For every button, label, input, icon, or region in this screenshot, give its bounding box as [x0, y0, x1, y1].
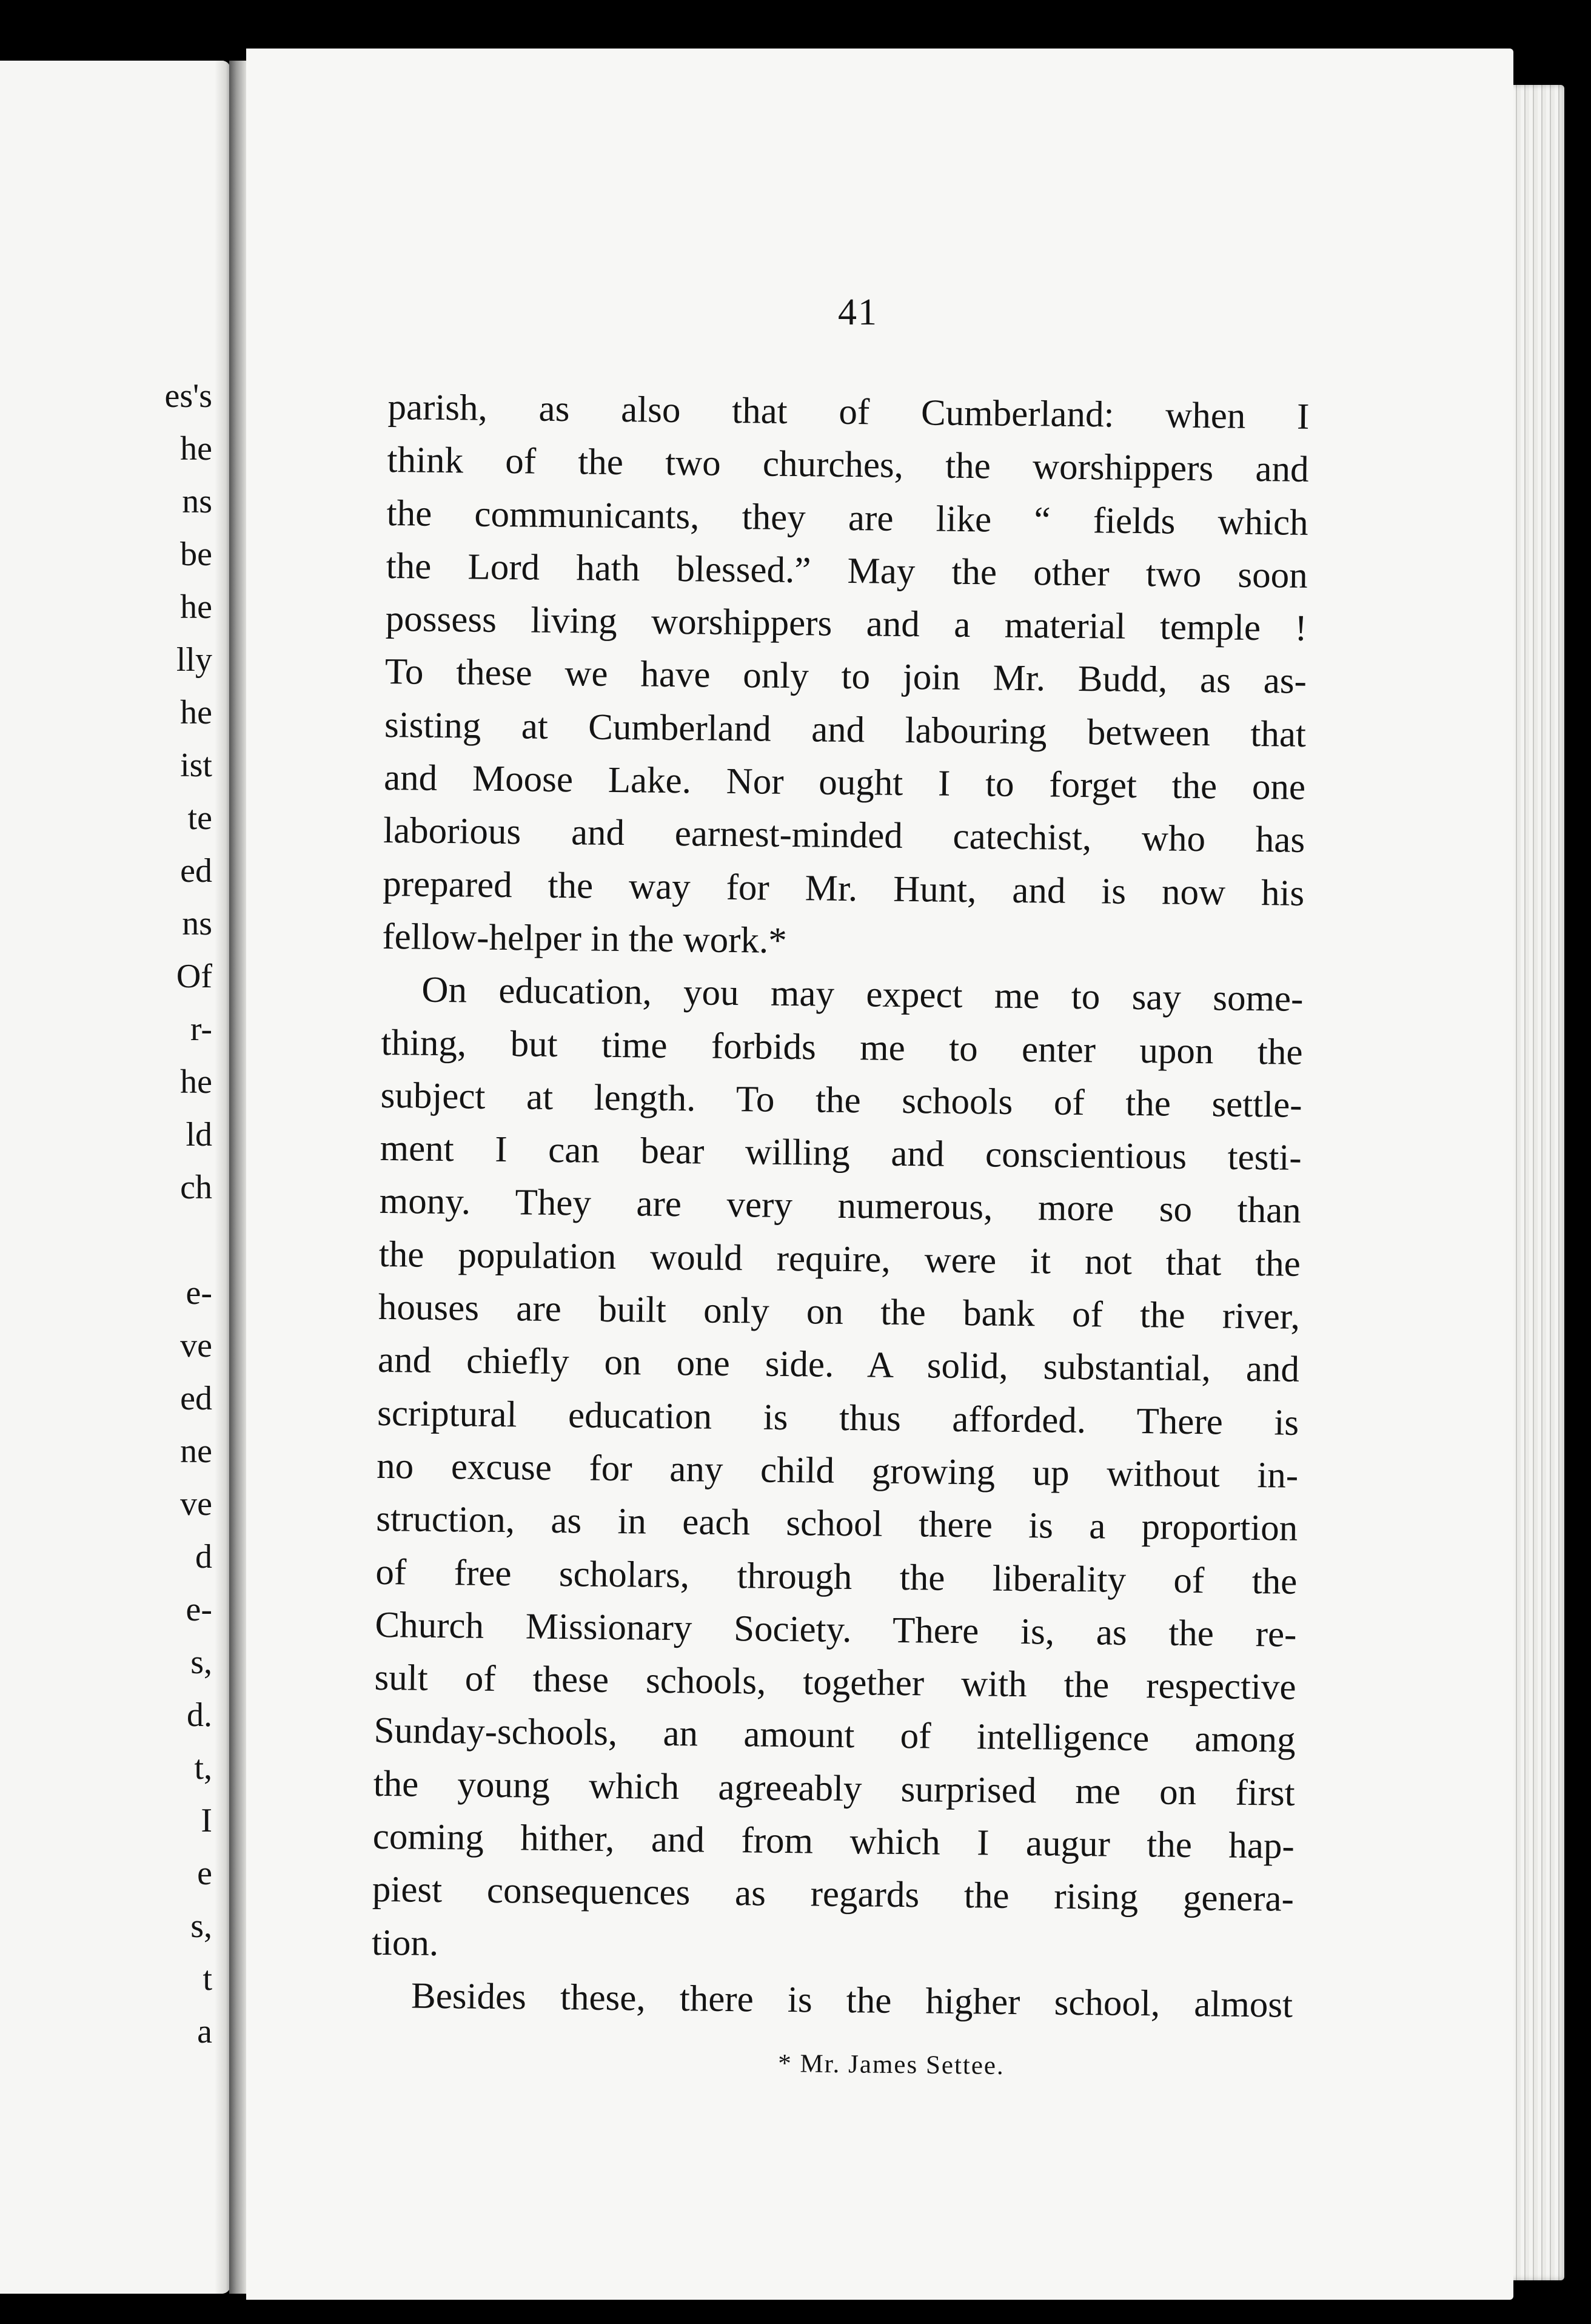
left-fragment: ed: [180, 852, 212, 890]
text-line: and chiefly on one side. A solid, substantial, and: [377, 1340, 1300, 1391]
left-fragment: ve: [180, 1485, 212, 1523]
text-line: think of the two churches, the worshippers and: [387, 440, 1309, 491]
text-line: piest consequences as regards the rising genera-: [372, 1869, 1295, 1920]
left-fragment: t,: [194, 1749, 212, 1787]
left-fragment: r-: [190, 1010, 212, 1048]
body-text: [371, 381, 1310, 2032]
text-line: sisting at Cumberland and labouring between that: [384, 704, 1307, 755]
left-fragment: [164, 1214, 212, 1267]
left-fragment: ns: [182, 905, 212, 942]
left-fragment: es's: [164, 377, 212, 415]
left-fragment: Of: [176, 958, 212, 995]
left-fragment: he: [180, 430, 212, 468]
left-fragment: d.: [187, 1696, 212, 1734]
left-fragment: he: [180, 694, 212, 731]
left-fragment: t: [203, 1960, 212, 1998]
page-number: 41: [838, 292, 878, 333]
text-line: the Lord hath blessed.” May the other two soon: [386, 545, 1308, 596]
left-fragment: e-: [186, 1591, 212, 1628]
left-fragment: te: [187, 799, 212, 837]
footnote: * Mr. James Settee.: [777, 2049, 1005, 2080]
left-fragment: ve: [180, 1327, 212, 1365]
left-fragment: ch: [180, 1169, 212, 1206]
text-line: subject at length. To the schools of the settle-: [380, 1075, 1302, 1126]
left-fragment: ist: [180, 747, 212, 784]
left-fragment: he: [180, 1063, 212, 1101]
text-line: fellow-helper in the work.*: [382, 916, 788, 961]
left-fragment: lly: [176, 641, 212, 679]
text-line: On education, you may expect me to say some-: [421, 969, 1304, 1020]
text-line: the communicants, they are like “ fields which: [386, 492, 1308, 543]
text-line: ment I can bear willing and conscientious testi-: [380, 1128, 1302, 1179]
text-line: coming hither, and from which I augur the hap-: [372, 1816, 1295, 1867]
left-fragment: ns: [182, 483, 212, 520]
text-line: Sunday-schools, an amount of intelligence among: [373, 1710, 1296, 1761]
text-line: houses are built only on the bank of the river,: [378, 1286, 1301, 1337]
text-line: To these we have only to join Mr. Budd, as as-: [384, 651, 1307, 702]
left-fragment: a: [197, 2013, 212, 2050]
text-line: no excuse for any child growing up without in-: [376, 1445, 1299, 1496]
text-line: and Moose Lake. Nor ought I to forget the one: [383, 757, 1306, 808]
left-fragment: be: [180, 536, 212, 573]
text-line: prepared the way for Mr. Hunt, and is now his: [382, 863, 1305, 914]
text-line: of free scholars, through the liberality of the: [375, 1551, 1298, 1602]
left-page-edge-shadow: [215, 61, 230, 2294]
text-line: possess living worshippers and a material temple !: [385, 599, 1308, 650]
left-fragment: ld: [186, 1116, 212, 1154]
text-line: laborious and earnest-minded catechist, who has: [383, 810, 1305, 861]
left-fragment: s,: [190, 1907, 212, 1945]
text-line: thing, but time forbids me to enter upon the: [381, 1022, 1303, 1073]
text-line: the population would require, were it not that the: [378, 1234, 1301, 1285]
text-line: sult of these schools, together with the respective: [374, 1657, 1296, 1708]
left-page-text-fragments: [164, 370, 212, 2058]
text-line: mony. They are very numerous, more so than: [379, 1181, 1302, 1232]
book-gutter: [229, 61, 247, 2294]
left-fragment: s,: [190, 1644, 212, 1681]
left-fragment: e: [197, 1855, 212, 1892]
text-line: Church Missionary Society. There is, as the re-: [375, 1604, 1297, 1655]
left-fragment: ed: [180, 1380, 212, 1417]
text-line: the young which agreeably surprised me on first: [373, 1763, 1296, 1814]
text-line: struction, as in each school there is a proportion: [375, 1499, 1298, 1550]
left-fragment: e-: [186, 1274, 212, 1312]
left-fragment: ne: [180, 1432, 212, 1470]
text-line: parish, as also that of Cumberland: when I: [387, 386, 1310, 437]
text-line: scriptural education is thus afforded. There is: [377, 1392, 1299, 1443]
left-fragment: d: [195, 1538, 212, 1576]
left-facing-page: [0, 61, 230, 2294]
text-line: Besides these, there is the higher school, almost: [410, 1975, 1293, 2026]
text-line: tion.: [371, 1922, 439, 1964]
left-fragment: he: [180, 588, 212, 626]
left-fragment: I: [201, 1802, 212, 1839]
